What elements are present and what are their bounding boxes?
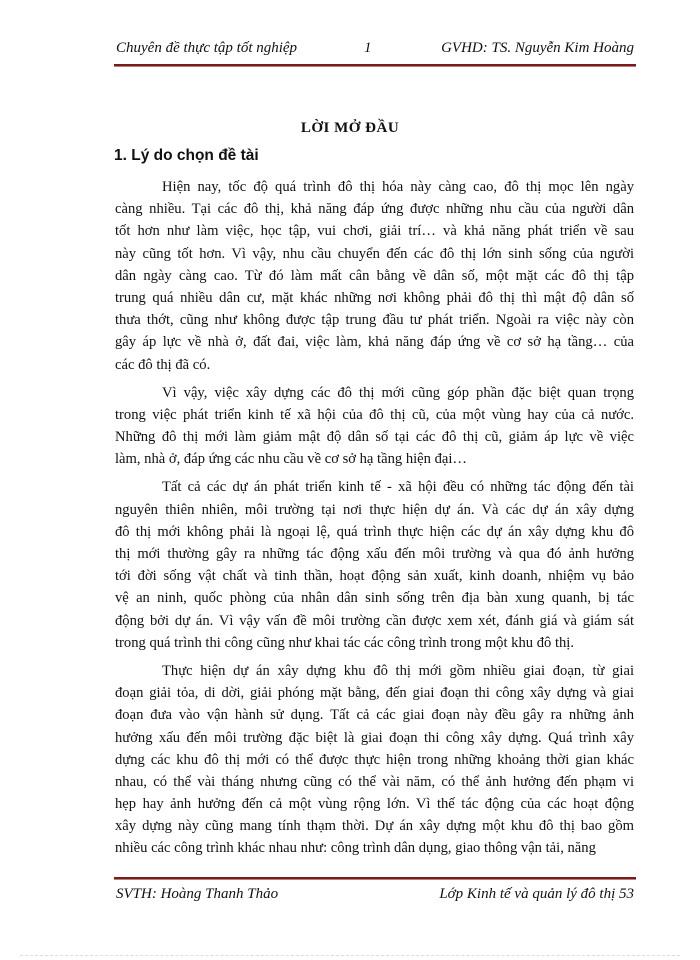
header-advisor: GVHD: TS. Nguyễn Kim Hoàng [441, 40, 634, 56]
text-line: đô thị mới không phải là ngoại lệ, quá trình thực hiện các dự án xây dựng khu đô [115, 523, 634, 540]
text-line: vệ an ninh, quốc phòng của nhân dân sinh sống trên địa bàn xung quanh, bị tác [115, 590, 634, 607]
page-footer [114, 886, 634, 906]
text-line: làm, nhà ở, đáp ứng các nhu cầu về cơ sở hạ tầng hiện đại… [115, 451, 468, 468]
paragraph [115, 660, 634, 860]
text-line: động bởi dự án. Vì vậy vấn đề môi trường cần được xem xét, đánh giá và giám sát [115, 612, 634, 629]
page-boundary [20, 955, 680, 956]
paragraph [115, 176, 634, 376]
paragraph [115, 476, 634, 654]
page-header [114, 40, 634, 62]
text-line: hẹp hay ảnh hưởng đến cả một vùng rộng lớn. Vì thế tác động của các hoạt động [115, 796, 634, 813]
text-line: thị mới thường gây ra những tác động xấu đến môi trường và qua đó ảnh hưởng [115, 546, 634, 562]
header-document-title: Chuyên đề thực tập tốt nghiệp [116, 40, 298, 56]
text-line: thưa thớt, cũng như không được tập trung đầu tư phát triển. Ngoài ra việc này còn [115, 312, 634, 329]
text-line: nhau, có thể vài tháng nhưng cũng có thể vài năm, có thể ảnh hưởng đến phạm vi [115, 773, 634, 790]
section-heading: 1. Lý do chọn đề tài [114, 147, 259, 164]
text-line: Thực hiện dự án xây dựng khu đô thị mới gồm nhiều giai đoạn, từ giai [162, 662, 634, 679]
document-body [115, 176, 634, 866]
text-line: đoạn giải tỏa, di dời, giải phóng mặt bằng, đến giai đoạn thi công xây dựng và giai [115, 685, 634, 702]
paragraph [115, 382, 634, 471]
header-page-number: 1 [364, 40, 372, 56]
text-line: đoạn đưa vào vận hành sử dụng. Tất cả các giai đoạn này đều gây ra những ảnh [115, 707, 634, 724]
text-line: Hiện nay, tốc độ quá trình đô thị hóa này càng cao, đô thị mọc lên ngày [162, 179, 634, 195]
text-line: trong việc phát triển kinh tế xã hội của đô thị cũ, của một vùng hay của cả nước. [115, 406, 634, 423]
text-line: Những đô thị mới làm giảm mật độ dân số tại các đô thị cũ, giảm áp lực về việc [115, 429, 634, 446]
text-line: này cũng tốt hơn. Vì vậy, nhu cầu chuyển đến các đô thị lớn sinh sống của người [115, 245, 634, 262]
header-rule [114, 64, 636, 67]
text-line: dựng các khu đô thị mới có thể được thực hiện trong những khoảng thời gian khác [115, 751, 634, 768]
text-line: trung quá nhiều dân cư, mặt khác những nơi không phải đô thị thì mật độ dân số [115, 289, 634, 306]
text-line: tốt hơn như làm việc, học tập, vui chơi, giải trí… và khả năng phát triển về sau [115, 223, 634, 240]
text-line: gây áp lực về nhà ở, đất đai, việc làm, khả năng đáp ứng về cơ sở hạ tầng… của [115, 334, 634, 351]
text-line: Tất cả các dự án phát triển kinh tế - xã hội đều có những tác động đến tài [162, 479, 634, 496]
page-title: LỜI MỞ ĐẦU [300, 120, 400, 136]
text-line: các đô thị đã có. [115, 356, 211, 373]
text-line: dân ngày càng cao. Từ đó làm mất cân bằng về dân số, một mặt các đô thị tập [115, 267, 634, 284]
text-line: hưởng xấu đến môi trường đặc biệt là giai đoạn thi công xây dựng. Quá trình xây [115, 729, 634, 746]
text-line: tới đời sống vật chất và tinh thần, hoạt động sản xuất, kinh doanh, nhiệm vụ bảo [115, 568, 634, 585]
footer-class: Lớp Kinh tế và quản lý đô thị 53 [439, 886, 634, 902]
text-line: càng nhiều. Tại các đô thị, khả năng đáp ứng được những nhu cầu của người dân [115, 201, 634, 218]
text-line: trong quá trình thi công cũng như khai tác các công trình trong một khu đô thị. [115, 634, 575, 651]
text-line: xây dựng này cũng mang tính thạm thời. Dự án xây dựng một khu đô thị bao gồm [115, 818, 634, 835]
text-line: Vì vậy, việc xây dựng các đô thị mới cũng góp phần đặc biệt quan trọng [162, 384, 634, 401]
footer-student: SVTH: Hoàng Thanh Thảo [116, 886, 279, 902]
footer-rule [114, 877, 636, 880]
text-line: nhiều các công trình khác nhau như: công trình dân dụng, giao thông vận tải, năng [115, 840, 596, 857]
text-line: nguyên thiên nhiên, môi trường tại nơi thực hiện dự án. Và các dự án xây dựng [115, 501, 634, 518]
